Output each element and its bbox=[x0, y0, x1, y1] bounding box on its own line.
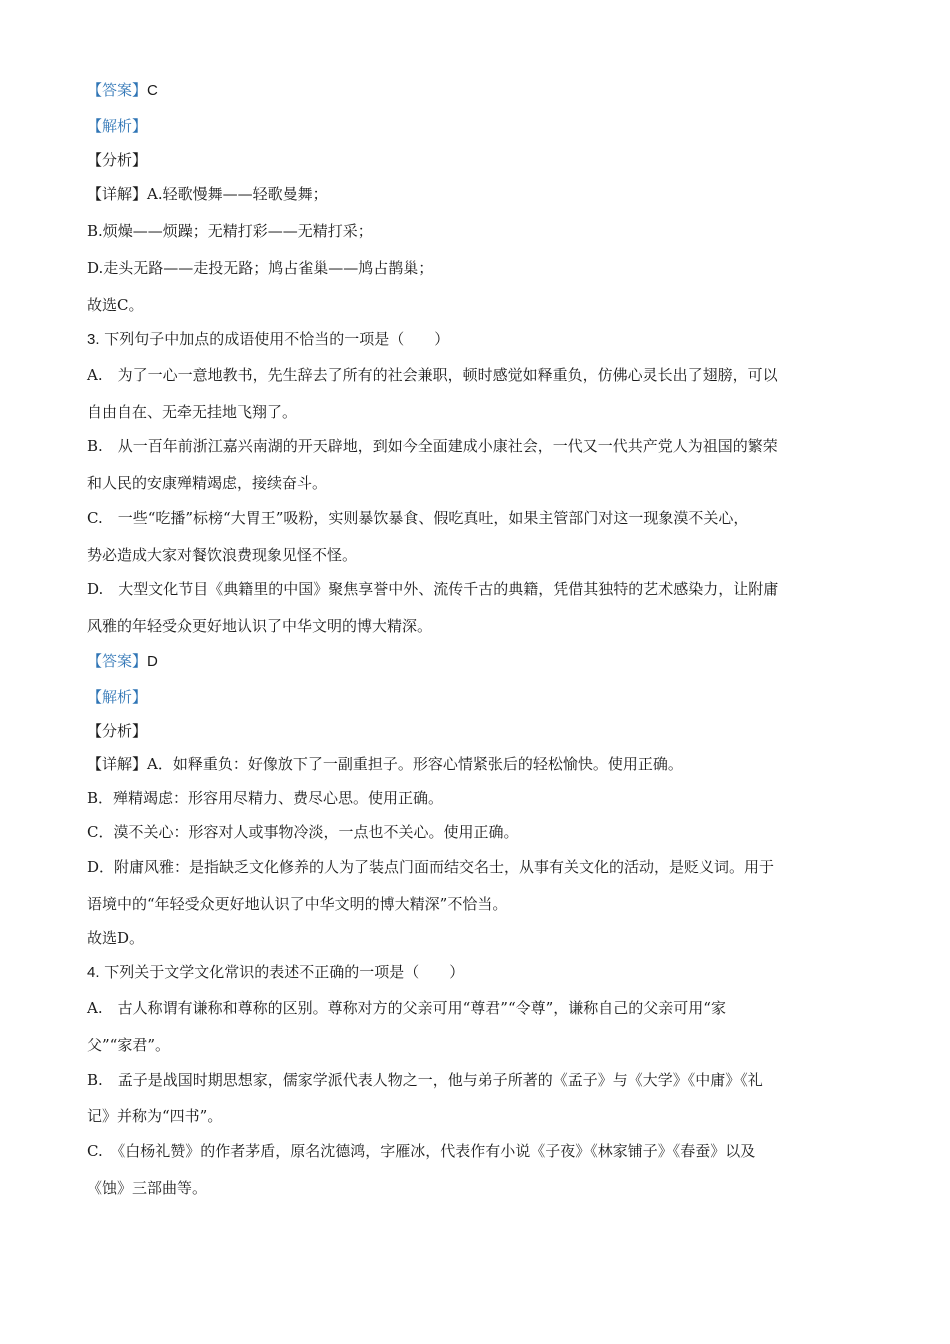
question-number: 4. bbox=[87, 964, 100, 981]
detail-line-d: D.走头无路——走投无路；鸠占雀巢——鸠占鹊巢； bbox=[87, 259, 434, 277]
detail-text: A.轻歌慢舞——轻歌曼舞； bbox=[147, 185, 328, 203]
question-text: 下列句子中加点的成语使用不恰当的一项是（ ） bbox=[104, 330, 450, 348]
q4-option-c-line-1: C. 《白杨礼赞》的作者茅盾，原名沈德鸿，字雁冰，代表作有小说《子夜》《林家铺子》《春蚕》以及 bbox=[87, 1142, 756, 1160]
detail-text: A．如释重负：好像放下了一副重担子。形容心情紧张后的轻松愉快。使用正确。 bbox=[147, 755, 683, 773]
answer-line-1 bbox=[87, 80, 158, 101]
fenxi-tag: 【分析】 bbox=[87, 722, 148, 740]
question-text: 下列关于文学文化常识的表述不正确的一项是（ ） bbox=[104, 963, 465, 981]
q3-option-d-line-1: D. 大型文化节目《典籍里的中国》聚焦享誉中外、流传千古的典籍，凭借其独特的艺术感染力，让附庸 bbox=[87, 580, 779, 598]
q3-option-a-line-2: 自由自在、无牵无挂地飞翔了。 bbox=[87, 403, 298, 421]
conclusion: 故选D。 bbox=[87, 929, 145, 947]
question-number: 3. bbox=[87, 331, 100, 348]
q4-option-b-line-2: 记》并称为“四书”。 bbox=[87, 1107, 223, 1125]
q3-option-d-line-2: 风雅的年轻受众更好地认识了中华文明的博大精深。 bbox=[87, 617, 433, 635]
detail-tag: 【详解】 bbox=[87, 755, 148, 773]
answer-value: C bbox=[147, 82, 158, 99]
q3-option-a-line-1: A. 为了一心一意地教书，先生辞去了所有的社会兼职，顿时感觉如释重负，仿佛心灵长出了翅膀，可以 bbox=[87, 366, 778, 384]
q4-option-a-line-2: 父”“家君”。 bbox=[87, 1036, 171, 1054]
fenxi-tag: 【分析】 bbox=[87, 151, 148, 169]
detail-line-c: C．漠不关心：形容对人或事物冷淡，一点也不关心。使用正确。 bbox=[87, 823, 519, 841]
question-3-stem bbox=[87, 329, 449, 350]
detail-tag: 【详解】 bbox=[87, 185, 148, 203]
jiexi-tag: 【解析】 bbox=[87, 688, 148, 706]
detail-line-d-2: 语境中的“年轻受众更好地认识了中华文明的博大精深”不恰当。 bbox=[87, 895, 508, 913]
q3-option-c-line-2: 势必造成大家对餐饮浪费现象见怪不怪。 bbox=[87, 546, 358, 564]
answer-tag: 【答案】 bbox=[87, 81, 148, 99]
conclusion: 故选C。 bbox=[87, 296, 144, 314]
q4-option-c-line-2: 《蚀》三部曲等。 bbox=[87, 1179, 208, 1197]
q3-option-b-line-2: 和人民的安康殚精竭虑，接续奋斗。 bbox=[87, 474, 328, 492]
q4-option-a-line-1: A. 古人称谓有谦称和尊称的区别。尊称对方的父亲可用“尊君”“令尊”，谦称自己的父亲可用“家 bbox=[87, 999, 726, 1017]
answer-value: D bbox=[147, 653, 158, 670]
q3-option-c-line-1: C. 一些“吃播”标榜“大胃王”吸粉，实则暴饮暴食、假吃真吐，如果主管部门对这一现象漠不关心， bbox=[87, 509, 749, 527]
q4-option-b-line-1: B. 孟子是战国时期思想家，儒家学派代表人物之一，他与弟子所著的《孟子》与《大学》《中庸》《礼 bbox=[87, 1071, 763, 1089]
detail-line-a bbox=[87, 184, 328, 204]
q3-option-b-line-1: B. 从一百年前浙江嘉兴南湖的开天辟地，到如今全面建成小康社会，一代又一代共产党人为祖国的繁荣 bbox=[87, 437, 778, 455]
jiexi-tag: 【解析】 bbox=[87, 117, 148, 135]
answer-tag: 【答案】 bbox=[87, 652, 148, 670]
answer-line-2 bbox=[87, 651, 158, 672]
question-4-stem bbox=[87, 962, 464, 983]
detail-line-b: B.烦燥——烦躁；无精打彩——无精打采； bbox=[87, 222, 373, 240]
detail-line-d-1: D．附庸风雅：是指缺乏文化修养的人为了装点门面而结交名士，从事有关文化的活动，是贬义词。用于 bbox=[87, 858, 775, 876]
detail-line-b: B．殚精竭虑：形容用尽精力、费尽心思。使用正确。 bbox=[87, 789, 444, 807]
detail-line-a bbox=[87, 754, 683, 774]
